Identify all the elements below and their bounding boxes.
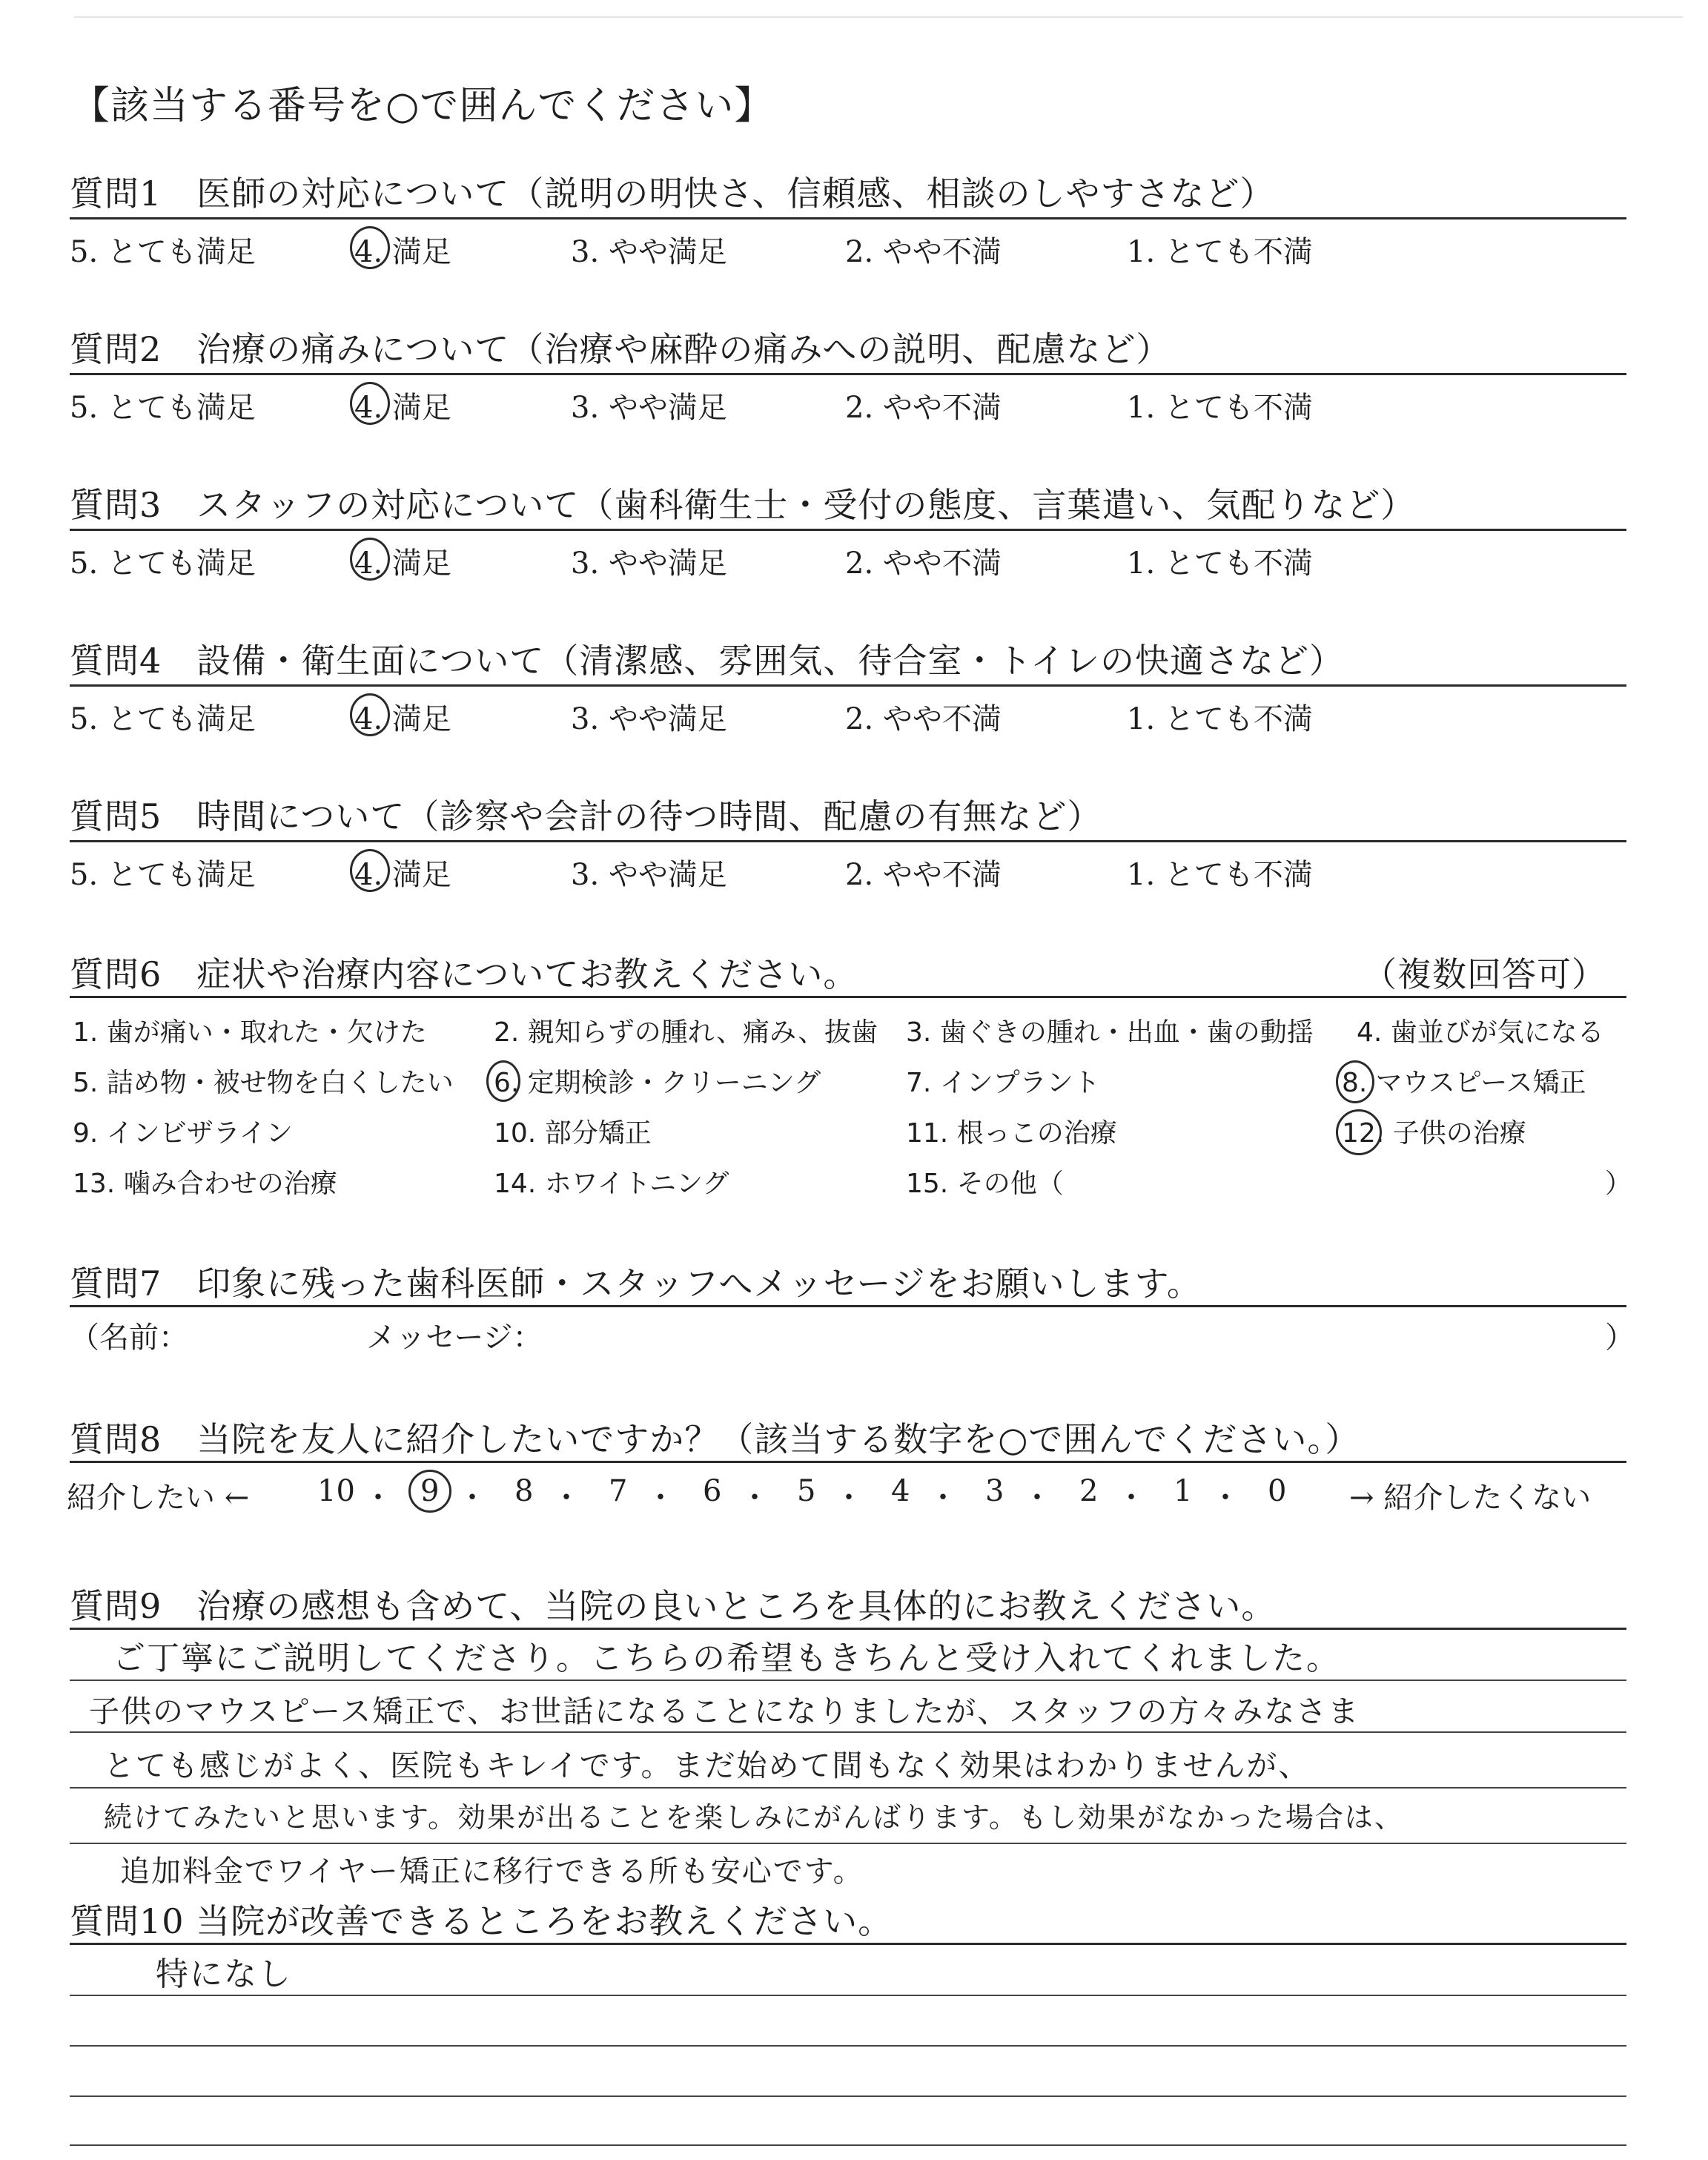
q6-option: 14. ホワイトニング bbox=[494, 1169, 729, 1199]
q1-option: 2. やや不満 bbox=[845, 235, 1002, 269]
q8-scale-number: 10 bbox=[317, 1474, 355, 1508]
q6-option: 6. 定期検診・クリーニング bbox=[494, 1068, 821, 1098]
q6-option: 11. 根っこの治療 bbox=[906, 1118, 1117, 1149]
q5-selection-circle bbox=[350, 849, 390, 892]
q8-scale-number: 9 bbox=[420, 1474, 440, 1508]
q3-option: 2. やや不満 bbox=[845, 546, 1002, 581]
q8-scale-number: 3 bbox=[985, 1474, 1004, 1508]
q2-title: 質問2 治療の痛みについて（治療や麻酔の痛みへの説明、配慮など） bbox=[70, 329, 1171, 369]
q9-writing-line bbox=[70, 1680, 1626, 1681]
q6-option: 1. 歯が痛い・取れた・欠けた bbox=[73, 1017, 427, 1048]
q8-scale-separator: ・ bbox=[646, 1481, 675, 1515]
q6-option: 13. 噛み合わせの治療 bbox=[73, 1169, 337, 1199]
q8-scale-separator: ・ bbox=[363, 1481, 393, 1515]
q10-title: 質問10 当院が改善できるところをお教えください。 bbox=[70, 1901, 893, 1941]
q8-rule bbox=[70, 1461, 1626, 1463]
q2-option: 1. とても不満 bbox=[1127, 391, 1313, 425]
q9-answer-line: とても感じがよく、医院もキレイです。まだ始めて間もなく効果はわかりませんが、 bbox=[104, 1748, 1311, 1783]
q6-other-close: ） bbox=[1605, 1169, 1632, 1199]
q1-option: 5. とても満足 bbox=[70, 235, 256, 269]
q9-answer-line: 子供のマウスピース矯正で、お世話になることになりましたが、スタッフの方々みなさま bbox=[89, 1694, 1360, 1729]
q6-note: （複数回答可） bbox=[1363, 954, 1606, 994]
q6-option: 9. インビザライン bbox=[73, 1118, 293, 1149]
q8-scale-number: 0 bbox=[1268, 1474, 1287, 1508]
q8-selection-circle bbox=[408, 1470, 451, 1513]
q8-scale-number: 7 bbox=[609, 1474, 628, 1508]
q6-rule bbox=[70, 996, 1626, 998]
q1-title: 質問1 医師の対応について（説明の明快さ、信頼感、相談のしやすさなど） bbox=[70, 174, 1275, 214]
q7-title: 質問7 印象に残った歯科医師・スタッフへメッセージをお願いします。 bbox=[70, 1264, 1202, 1304]
q4-selection-circle bbox=[350, 693, 390, 736]
q7-name-label: （名前： bbox=[70, 1321, 188, 1355]
q4-option: 1. とても不満 bbox=[1127, 702, 1313, 736]
instruction-header: 【該当する番号を○で囲んでください】 bbox=[71, 84, 774, 128]
q7-close-paren: ） bbox=[1605, 1321, 1635, 1355]
q9-title: 質問9 治療の感想も含めて、当院の良いところを具体的にお教えください。 bbox=[70, 1586, 1277, 1626]
q2-selection-circle bbox=[350, 382, 390, 425]
q8-scale-separator: ・ bbox=[1116, 1481, 1146, 1515]
q8-scale-number: 4 bbox=[891, 1474, 910, 1508]
q3-option: 1. とても不満 bbox=[1127, 546, 1313, 581]
q2-option: 5. とても満足 bbox=[70, 391, 256, 425]
q9-rule bbox=[70, 1628, 1626, 1630]
q6-option: 12. 子供の治療 bbox=[1342, 1118, 1526, 1149]
q9-writing-line bbox=[70, 1731, 1626, 1733]
q9-answer-line: ご丁寧にご説明してくださり。こちらの希望もきちんと受け入れてくれました。 bbox=[113, 1639, 1340, 1677]
q6-title: 質問6 症状や治療内容についてお教えください。 bbox=[70, 954, 858, 994]
q8-scale-number: 1 bbox=[1174, 1474, 1193, 1508]
q3-rule bbox=[70, 529, 1626, 531]
q1-option: 1. とても不満 bbox=[1127, 235, 1313, 269]
q2-rule bbox=[70, 373, 1626, 375]
q8-scale-separator: ・ bbox=[1211, 1481, 1240, 1515]
q8-scale-number: 6 bbox=[703, 1474, 722, 1508]
q4-option: 4. 満足 bbox=[354, 702, 451, 736]
q9-writing-line bbox=[70, 1787, 1626, 1789]
q10-writing-line bbox=[70, 1995, 1626, 1996]
q10-writing-line bbox=[70, 2045, 1626, 2047]
q8-scale-separator: ・ bbox=[928, 1481, 958, 1515]
q3-option: 4. 満足 bbox=[354, 546, 451, 581]
q10-rule bbox=[70, 1943, 1626, 1945]
q8-right-label: → 紹介したくない bbox=[1349, 1481, 1592, 1515]
q10-writing-line bbox=[70, 2095, 1626, 2097]
q3-option: 5. とても満足 bbox=[70, 546, 256, 581]
q6-selection-circle bbox=[1336, 1060, 1374, 1103]
q8-scale-separator: ・ bbox=[834, 1481, 864, 1515]
q8-scale-number: 8 bbox=[514, 1474, 534, 1508]
q9-answer-line: 続けてみたいと思います。効果が出ることを楽しみにがんばります。もし効果がなかった場合は、 bbox=[104, 1801, 1404, 1834]
q6-option: 7. インプラント bbox=[906, 1068, 1100, 1098]
q4-rule bbox=[70, 684, 1626, 687]
q6-option: 2. 親知らずの腫れ、痛み、抜歯 bbox=[494, 1017, 878, 1048]
q9-answer-line: 追加料金でワイヤー矯正に移行できる所も安心です。 bbox=[120, 1855, 864, 1889]
q5-option: 4. 満足 bbox=[354, 858, 451, 892]
q4-option: 5. とても満足 bbox=[70, 702, 256, 736]
q1-option: 3. やや満足 bbox=[571, 235, 727, 269]
q8-left-label: 紹介したい ← bbox=[67, 1481, 250, 1515]
q6-option: 3. 歯ぐきの腫れ・出血・歯の動揺 bbox=[906, 1017, 1314, 1048]
q4-option: 2. やや不満 bbox=[845, 702, 1002, 736]
q5-option: 2. やや不満 bbox=[845, 858, 1002, 892]
q8-title: 質問8 当院を友人に紹介したいですか？（該当する数字を○で囲んでください。） bbox=[70, 1419, 1360, 1459]
q10-writing-line bbox=[70, 2144, 1626, 2146]
q5-title: 質問5 時間について（診察や会計の待つ時間、配慮の有無など） bbox=[70, 796, 1102, 836]
q2-option: 4. 満足 bbox=[354, 391, 451, 425]
q10-answer: 特になし bbox=[156, 1955, 292, 1993]
q5-option: 1. とても不満 bbox=[1127, 858, 1313, 892]
q8-scale-separator: ・ bbox=[1022, 1481, 1052, 1515]
q6-option: 10. 部分矯正 bbox=[494, 1118, 652, 1149]
q1-rule bbox=[70, 217, 1626, 219]
q6-option: 4. 歯並びが気になる bbox=[1357, 1017, 1604, 1048]
q7-rule bbox=[70, 1305, 1626, 1307]
q8-scale-number: 2 bbox=[1079, 1474, 1099, 1508]
q8-scale-separator: ・ bbox=[457, 1481, 487, 1515]
q7-message-label: メッセージ： bbox=[366, 1321, 543, 1355]
q6-selection-circle bbox=[1336, 1109, 1382, 1155]
q2-option: 3. やや満足 bbox=[571, 391, 727, 425]
q1-option: 4. 満足 bbox=[354, 235, 451, 269]
q6-option: 8. マウスピース矯正 bbox=[1342, 1068, 1586, 1098]
q8-scale-number: 5 bbox=[797, 1474, 816, 1508]
q9-writing-line bbox=[70, 1843, 1626, 1844]
q1-selection-circle bbox=[350, 226, 390, 269]
q5-option: 3. やや満足 bbox=[571, 858, 727, 892]
q4-option: 3. やや満足 bbox=[571, 702, 727, 736]
q3-selection-circle bbox=[350, 538, 390, 581]
q6-selection-circle bbox=[486, 1060, 520, 1102]
q8-scale-separator: ・ bbox=[552, 1481, 581, 1515]
q8-scale-separator: ・ bbox=[740, 1481, 769, 1515]
q6-option: 15. その他（ bbox=[906, 1169, 1064, 1199]
q4-title: 質問4 設備・衛生面について（清潔感、雰囲気、待合室・トイレの快適さなど） bbox=[70, 641, 1345, 681]
q3-title: 質問3 スタッフの対応について（歯科衛生士・受付の態度、言葉遣い、気配りなど） bbox=[70, 485, 1416, 525]
q2-option: 2. やや不満 bbox=[845, 391, 1002, 425]
q6-option: 5. 詰め物・被せ物を白くしたい bbox=[73, 1068, 454, 1098]
top-edge-line bbox=[74, 16, 1683, 18]
q3-option: 3. やや満足 bbox=[571, 546, 727, 581]
q5-option: 5. とても満足 bbox=[70, 858, 256, 892]
q5-rule bbox=[70, 840, 1626, 842]
